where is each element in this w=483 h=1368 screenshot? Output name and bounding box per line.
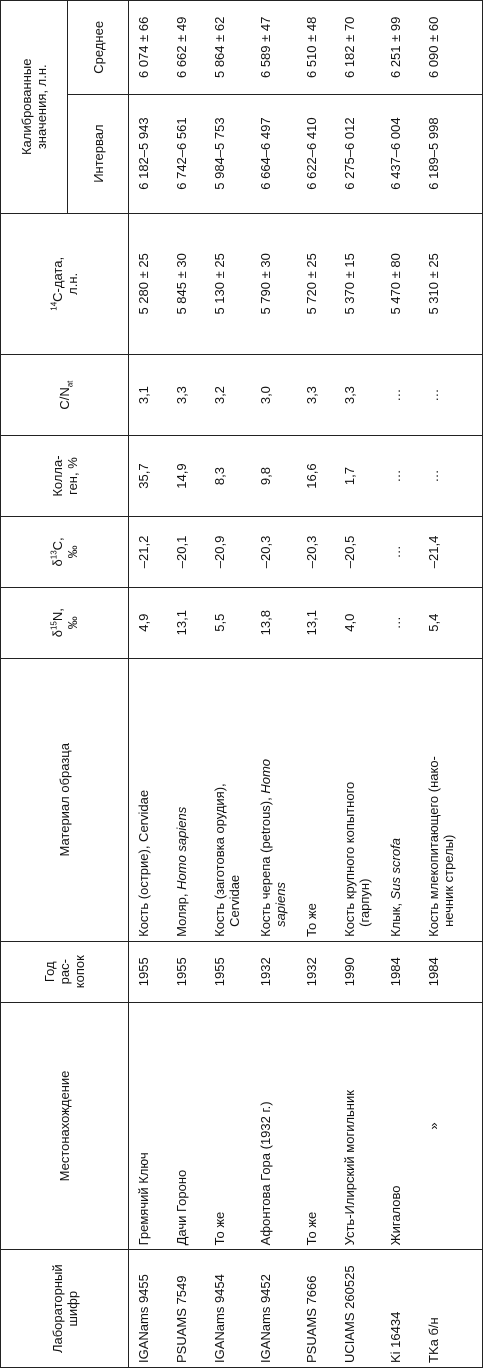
site-cell: Афонтова Гора (1932 г.) [251,1002,297,1250]
header-collagen: Колла- ген, % [1,436,129,517]
header-d15n: $\delta^{15}N$, ‰ [1,587,129,658]
table-row [205,1,251,1368]
interval-cell: 6 275–6 012 [335,94,381,213]
c14-date-cell: 5 845 ± 30 [167,213,205,355]
table-row [167,1,205,1368]
mean-cell: 6 510 ± 48 [297,1,335,95]
d15n-cell: 13,8 [251,587,297,658]
cn-cell: 3,1 [129,355,167,436]
interval-cell: 6 664–6 497 [251,94,297,213]
d13c-cell: –20,5 [335,517,381,588]
year-cell: 1955 [205,941,251,1002]
d13c-cell: –20,3 [251,517,297,588]
collagen-cell: … [419,436,483,517]
site-cell: То же [297,1002,335,1250]
material-cell: Кость (острие), Cervidae [129,658,167,941]
table-row [335,1,381,1368]
material-cell: То же [297,658,335,941]
interval-cell: 5 984–5 753 [205,94,251,213]
c14-date-cell: 5 720 ± 25 [297,213,335,355]
mean-cell: 5 864 ± 62 [205,1,251,95]
d13c-cell: –21,4 [419,517,483,588]
d15n-cell: 13,1 [297,587,335,658]
c14-date-cell: 5 470 ± 80 [381,213,419,355]
collagen-cell: 9,8 [251,436,297,517]
site-cell: Жигалово [381,1002,419,1250]
header-mean: Среднее [68,1,129,95]
interval-cell: 6 622–6 410 [297,94,335,213]
material-cell: Кость крупного копытного (гарпун) [335,658,381,941]
interval-cell: 6 189–5 998 [419,94,483,213]
d13c-cell: –20,1 [167,517,205,588]
year-cell: 1932 [251,941,297,1002]
collagen-cell: … [381,436,419,517]
lab-code-cell: IGANams 9452 [251,1250,297,1368]
mean-cell: 6 251 ± 99 [381,1,419,95]
collagen-cell: 35,7 [129,436,167,517]
d15n-cell: 4,0 [335,587,381,658]
table-row [381,1,419,1368]
interval-cell: 6 437–6 004 [381,94,419,213]
mean-cell: 6 589 ± 47 [251,1,297,95]
mean-cell: 6 074 ± 66 [129,1,167,95]
d15n-cell: 5,5 [205,587,251,658]
lab-code-cell: PSUAMS 7549 [167,1250,205,1368]
year-cell: 1932 [297,941,335,1002]
lab-code-cell: UCIAMS 260525 [335,1250,381,1368]
c14-date-cell: 5 280 ± 25 [129,213,167,355]
cn-cell: 3,0 [251,355,297,436]
material-cell: Кость черепа (petrous), Homo sapiens [251,658,297,941]
header-c14-date: $^{14}$C-дата, л.н. [1,213,129,355]
cn-cell: 3,3 [335,355,381,436]
site-cell: Усть-Илирский могильник [335,1002,381,1250]
d13c-cell: –21,2 [129,517,167,588]
site-cell: Дачи Гороно [167,1002,205,1250]
lab-code-cell: PSUAMS 7666 [297,1250,335,1368]
d13c-cell: –20,3 [297,517,335,588]
material-cell: Моляр, Homo sapiens [167,658,205,941]
d15n-cell: 5,4 [419,587,483,658]
year-cell: 1984 [381,941,419,1002]
collagen-cell: 1,7 [335,436,381,517]
table-row [251,1,297,1368]
d15n-cell: … [381,587,419,658]
header-cn-ratio: $C/N_{at}$ [1,355,129,436]
collagen-cell: 14,9 [167,436,205,517]
table-row [419,1,483,1368]
c14-date-cell: 5 130 ± 25 [205,213,251,355]
year-cell: 1955 [129,941,167,1002]
header-site: Местонахождение [1,1002,129,1250]
lab-code-cell: Ki 16434 [381,1250,419,1368]
header-excavation-year: Год рас- копок [1,941,129,1002]
cn-cell: 3,3 [297,355,335,436]
cn-cell: … [381,355,419,436]
cn-cell: 3,2 [205,355,251,436]
c14-date-cell: 5 370 ± 15 [335,213,381,355]
interval-cell: 6 742–6 561 [167,94,205,213]
site-cell: Гремячий Ключ [129,1002,167,1250]
table-row [297,1,335,1368]
material-cell: Клык, Sus scrofa [381,658,419,941]
mean-cell: 6 090 ± 60 [419,1,483,95]
d15n-cell: 13,1 [167,587,205,658]
header-sample-material: Материал образца [1,658,129,941]
site-cell: » [419,1002,483,1250]
collagen-cell: 16,6 [297,436,335,517]
mean-cell: 6 662 ± 49 [167,1,205,95]
c14-date-cell: 5 790 ± 30 [251,213,297,355]
cn-cell: 3,3 [167,355,205,436]
c14-date-cell: 5 310 ± 25 [419,213,483,355]
header-calibrated-values: Калиброванные значения, л.н. [1,1,68,214]
mean-cell: 6 182 ± 70 [335,1,381,95]
year-cell: 1984 [419,941,483,1002]
lab-code-cell: IGANams 9454 [205,1250,251,1368]
material-cell: Кость (заготовка орудия), Cervidae [205,658,251,941]
site-cell: То же [205,1002,251,1250]
material-cell: Кость млекопитающего (нако- нечник стрелы) [419,658,483,941]
collagen-cell: 8,3 [205,436,251,517]
header-lab-code: Лабораторный шифр [1,1250,129,1368]
lab-code-cell: TKa б/н [419,1250,483,1368]
header-d13c: $\delta^{13}C$, ‰ [1,517,129,588]
year-cell: 1990 [335,941,381,1002]
cn-cell: … [419,355,483,436]
lab-code-cell: IGANams 9455 [129,1250,167,1368]
interval-cell: 6 182–5 943 [129,94,167,213]
d13c-cell: –20,9 [205,517,251,588]
d15n-cell: 4,9 [129,587,167,658]
header-interval: Интервал [68,94,129,213]
year-cell: 1955 [167,941,205,1002]
table-row [129,1,167,1368]
d13c-cell: … [381,517,419,588]
